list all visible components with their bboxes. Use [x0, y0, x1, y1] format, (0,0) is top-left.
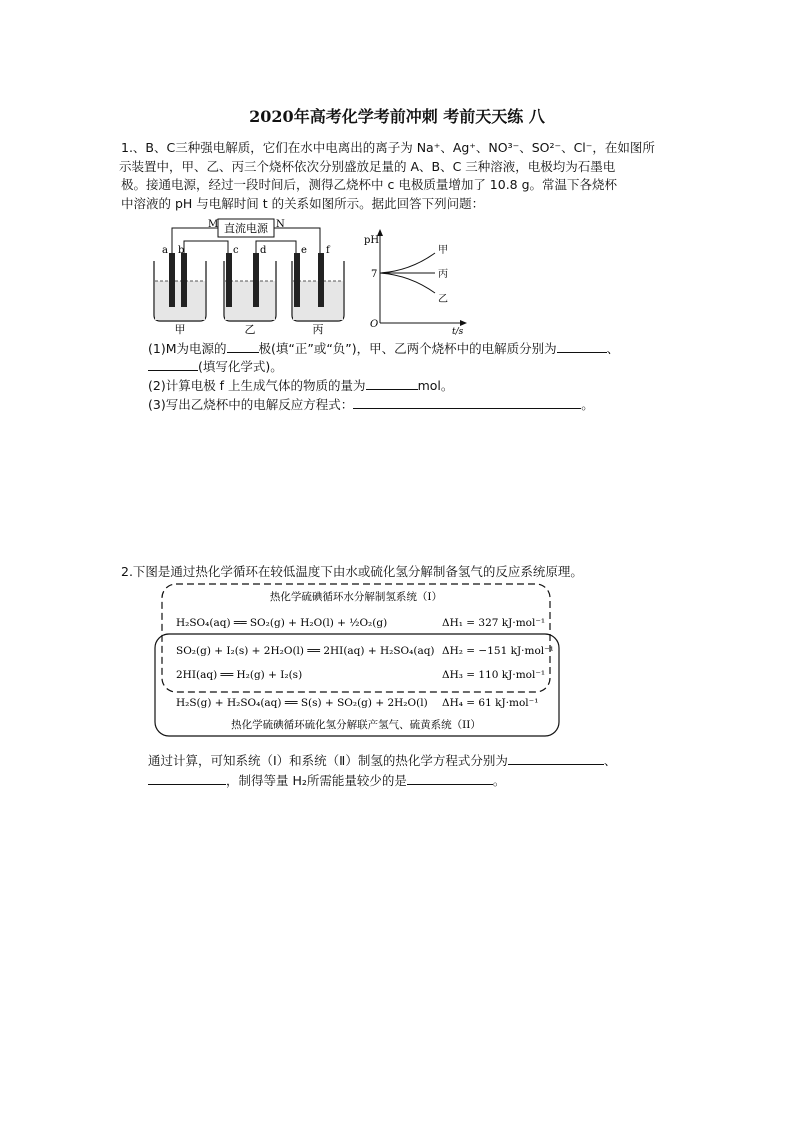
page-title: 2020年高考化学考前冲刺 考前天天练 八 — [249, 107, 545, 126]
power-supply-label: 直流电源 — [224, 222, 268, 235]
terminal-n-label: N — [276, 219, 285, 230]
electrode-d-label: d — [260, 245, 267, 256]
ph-time-graph — [364, 229, 467, 335]
enthalpy-4: ΔH₄ = 61 kJ·mol⁻¹ — [442, 697, 539, 709]
system-2-label: 热化学硫碘循环硫化氢分解联产氢气、硫黄系统（II） — [231, 719, 481, 731]
equation-1: H₂SO₄(aq) ══ SO₂(g) + H₂O(l) + ½O₂(g) — [176, 617, 388, 629]
q1-sub1-line1: (1)M为电源的 极(填“正”或“负”)，甲、乙两个烧杯中的电解质分别为 、 — [148, 341, 620, 356]
terminal-m-label: M — [208, 219, 219, 230]
beaker-bing — [292, 253, 344, 321]
q1-sub2: (2)计算电极 f 上生成气体的物质的量为 mol。 — [148, 378, 454, 393]
electrode-a-label: a — [162, 245, 168, 256]
answer-blank-system-1-equation[interactable] — [508, 751, 604, 765]
graph-y-tick-7: 7 — [371, 269, 378, 280]
beaker-bing-label: 丙 — [312, 323, 324, 335]
q1-line-4: 中溶液的 pH 与电解时间 t 的关系如图所示。据此回答下列问题： — [121, 195, 485, 211]
curve-bing-label: 丙 — [438, 269, 448, 280]
thermochemical-cycle-figure — [152, 582, 562, 740]
electrode-f-label: f — [326, 245, 330, 256]
answer-blank-electrolysis-equation[interactable] — [353, 395, 581, 409]
curve-jia — [380, 253, 435, 273]
q2-answer-line2: ，制得等量 H₂所需能量较少的是 。 — [148, 771, 505, 789]
equation-2: SO₂(g) + I₂(s) + 2H₂O(l) ══ 2HI(aq) + H₂SO₄(aq) — [176, 645, 435, 657]
question-2-stem: 2.下图是通过热化学循环在较低温度下由水或硫化氢分解制备氢气的反应系统原理。 — [121, 564, 583, 579]
q1-line-1: 1.、B、C三种强电解质，它们在水中电离出的离子为 Na⁺、Ag⁺、NO³⁻、SO²⁻、Cl⁻，在如图所 — [121, 140, 655, 155]
answer-blank-gas-moles[interactable] — [366, 376, 418, 390]
electrode-c-label: c — [233, 245, 239, 256]
equation-4: H₂S(g) + H₂SO₄(aq) ══ S(s) + SO₂(g) + 2H₂O(l) — [176, 697, 428, 709]
enthalpy-2: ΔH₂ = −151 kJ·mol⁻¹ — [442, 645, 554, 657]
q1-sub1-line2: (填写化学式)。 — [148, 357, 283, 375]
electrode-b-label: b — [178, 245, 185, 256]
answer-blank-electrolyte-jia[interactable] — [557, 339, 607, 353]
q1-line-2: 示装置中，甲、乙、丙三个烧杯依次分别盛放足量的 A、B、C 三种溶液，电极均为石墨电 — [119, 158, 616, 174]
curve-jia-label: 甲 — [438, 245, 448, 256]
answer-blank-lower-energy-system[interactable] — [407, 771, 493, 785]
q2-answer-line1: 通过计算，可知系统（Ⅰ）和系统（Ⅱ）制氢的热化学方程式分别为 、 — [148, 753, 617, 768]
answer-blank-electrode-polarity[interactable] — [227, 339, 259, 353]
beaker-yi — [224, 253, 276, 321]
graph-origin: O — [370, 319, 379, 330]
equation-3: 2HI(aq) ══ H₂(g) + I₂(s) — [176, 669, 303, 681]
enthalpy-1: ΔH₁ = 327 kJ·mol⁻¹ — [442, 617, 546, 629]
beaker-jia — [154, 253, 206, 321]
curve-yi — [380, 273, 435, 293]
graph-xlabel: t/s — [452, 327, 464, 335]
beaker-yi-label: 乙 — [244, 323, 256, 335]
electrode-e-label: e — [301, 245, 307, 256]
answer-blank-system-2-equation[interactable] — [148, 771, 226, 785]
graph-ylabel: pH — [364, 235, 380, 246]
system-1-label: 热化学硫碘循环水分解制氢系统（I） — [269, 591, 443, 603]
enthalpy-3: ΔH₃ = 110 kJ·mol⁻¹ — [442, 669, 546, 681]
electrolysis-apparatus-figure — [148, 213, 488, 335]
answer-blank-electrolyte-yi[interactable] — [148, 357, 198, 371]
beaker-jia-label: 甲 — [174, 323, 186, 335]
q1-sub3: (3)写出乙烧杯中的电解反应方程式： 。 — [148, 397, 594, 412]
curve-yi-label: 乙 — [438, 294, 448, 305]
question-1-stem — [121, 139, 681, 213]
wire-b-c — [184, 241, 228, 253]
q1-line-3: 极。接通电源，经过一段时间后，测得乙烧杯中 c 电极质量增加了 10.8 g。常温下各烧杯 — [121, 177, 618, 192]
